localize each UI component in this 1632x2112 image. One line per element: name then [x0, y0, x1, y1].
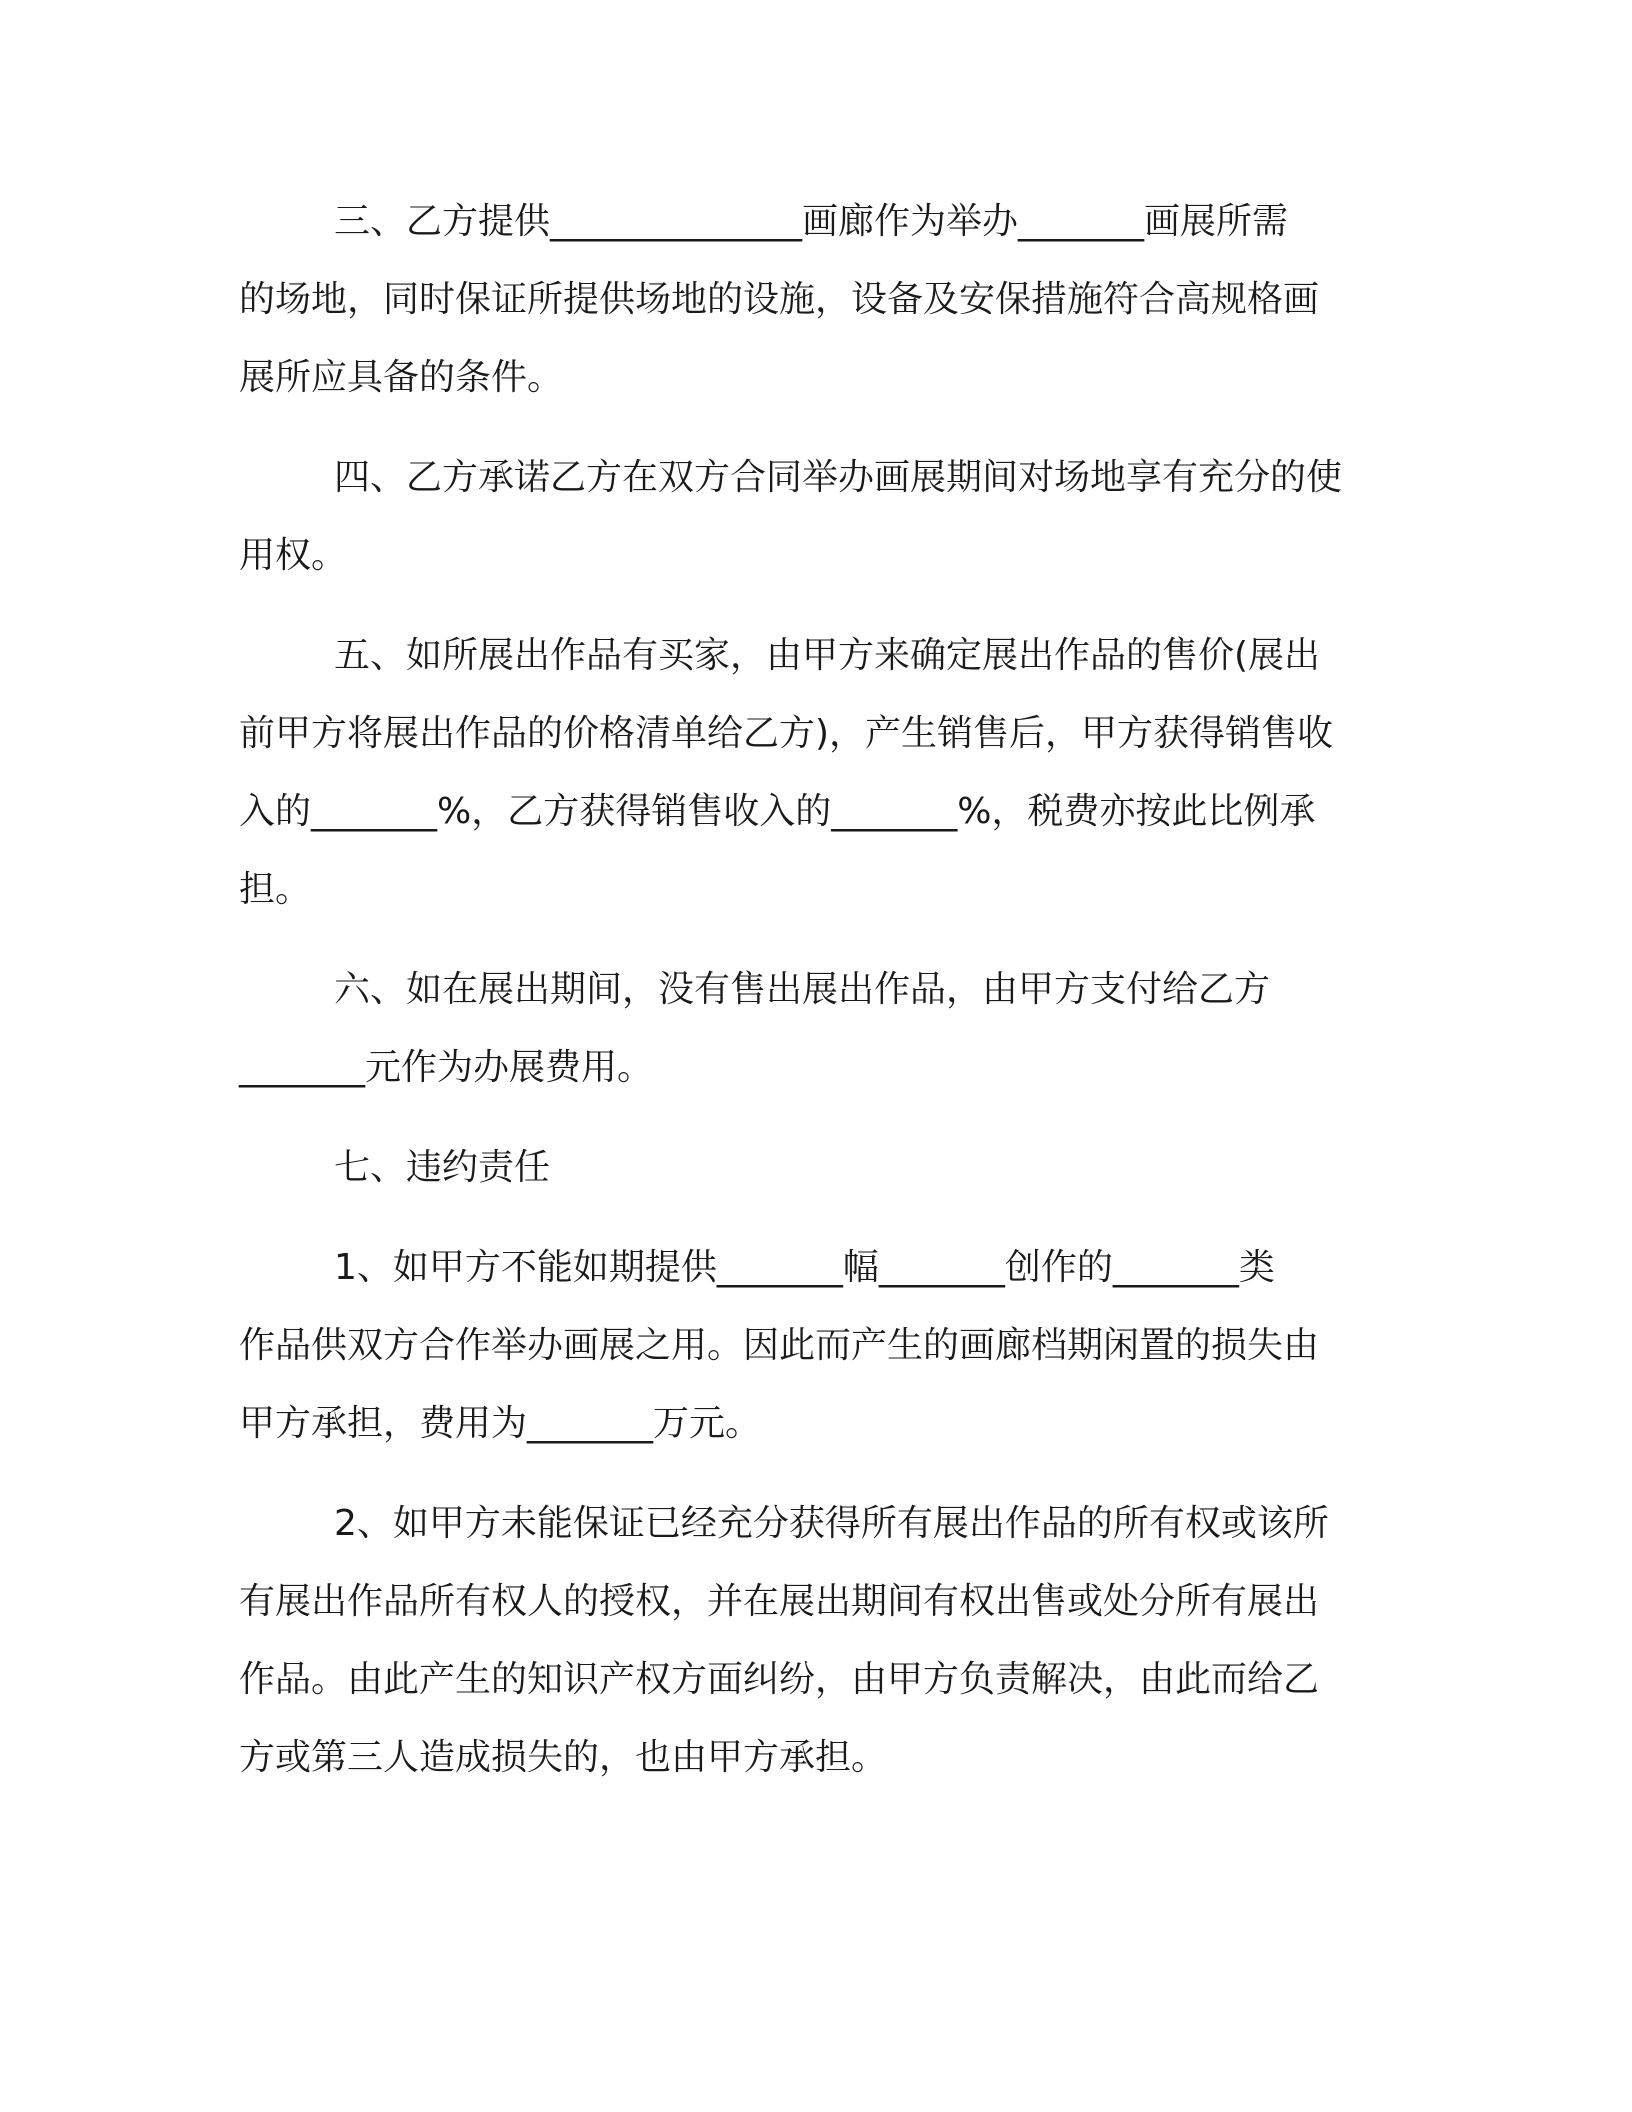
text-line: 担。: [239, 869, 312, 910]
text-line: 有展出作品所有权人的授权，并在展出期间有权出售或处分所有展出: [239, 1581, 1320, 1622]
clause-6-paragraph: [239, 951, 1389, 1107]
section-heading: 七、违约责任: [334, 1147, 551, 1188]
text-line: 2、如甲方未能保证已经充分获得所有展出作品的所有权或该所: [334, 1503, 1329, 1544]
clause-4-paragraph: [239, 439, 1389, 595]
clause-3-paragraph: [239, 183, 1389, 417]
text-line: _______元作为办展费用。: [239, 1047, 654, 1088]
text-line: 五、如所展出作品有买家，由甲方来确定展出作品的售价(展出: [334, 635, 1321, 676]
text-line: 的场地，同时保证所提供场地的设施，设备及安保措施符合高规格画: [239, 279, 1320, 320]
clause-7-heading: [239, 1129, 1389, 1207]
text-line: 前甲方将展出作品的价格清单给乙方)，产生销售后，甲方获得销售收: [239, 713, 1334, 754]
text-line: 甲方承担，费用为_______万元。: [239, 1403, 762, 1444]
text-line: 方或第三人造成损失的，也由甲方承担。: [239, 1737, 888, 1778]
clause-7-1-paragraph: [239, 1229, 1389, 1463]
text-line: 作品。由此产生的知识产权方面纠纷，由甲方负责解决，由此而给乙: [239, 1659, 1320, 1700]
text-line: 作品供双方合作举办画展之用。因此而产生的画廊档期闲置的损失由: [239, 1325, 1320, 1366]
clause-7-2-paragraph: [239, 1485, 1389, 1797]
text-line: 三、乙方提供______________画廊作为举办_______画展所需: [334, 201, 1289, 242]
text-line: 六、如在展出期间，没有售出展出作品，由甲方支付给乙方: [334, 969, 1271, 1010]
text-line: 入的_______%，乙方获得销售收入的_______%，税费亦按此比例承: [239, 791, 1316, 832]
clause-5-paragraph: [239, 617, 1389, 929]
text-line: 展所应具备的条件。: [239, 357, 564, 398]
text-line: 1、如甲方不能如期提供_______幅_______创作的_______类: [334, 1247, 1275, 1288]
text-line: 四、乙方承诺乙方在双方合同举办画展期间对场地享有充分的使: [334, 457, 1343, 498]
text-line: 用权。: [239, 535, 348, 576]
document-body: [239, 183, 1389, 1797]
